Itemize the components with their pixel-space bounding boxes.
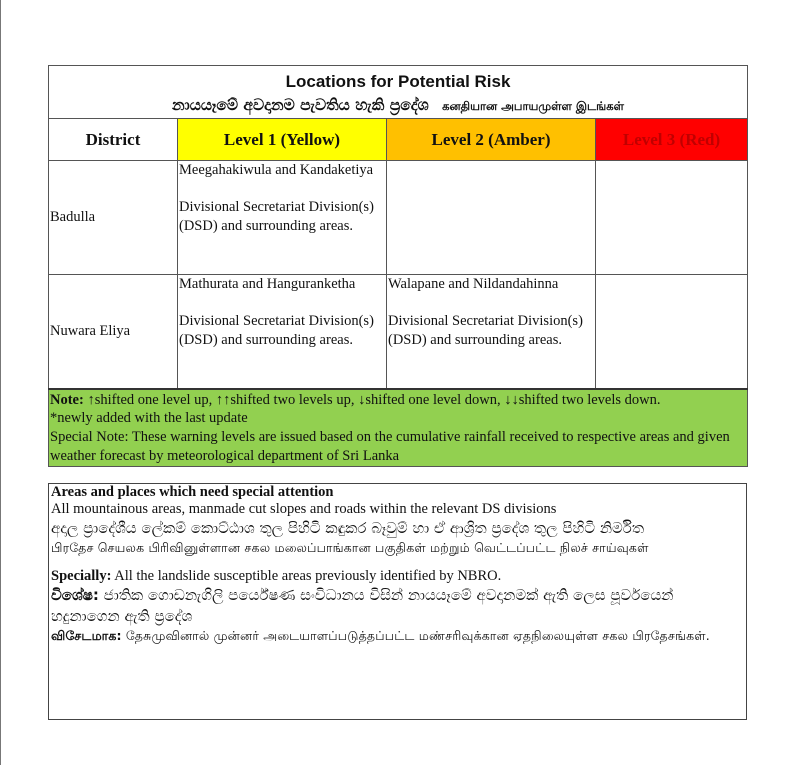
special-sinhala-text: ජාතික ගොඩනැගිලි පර්යේෂණ සංවිධානය විසින් නායයෑමේ අවදානමක් ඇති ලෙස පූර්වයෙන් හදුනාගෙන ඇති ප්‍රදේශ — [51, 586, 674, 625]
table-row — [49, 161, 748, 275]
note-text: ↑shifted one level up, ↑↑shifted two levels up, ↓shifted one level down, ↓↓shifted two levels down. — [83, 391, 661, 408]
legend-note — [49, 389, 748, 467]
level-1-places: Mathurata and Hanguranketha — [179, 276, 356, 292]
level-3-cell — [596, 161, 748, 275]
level-3-cell — [596, 275, 748, 390]
title-local — [49, 93, 747, 118]
special-attention-box — [48, 483, 747, 720]
level-2-places: Walapane and Nildandahinna — [388, 276, 559, 292]
note-new-line: *newly added with the last update — [50, 410, 248, 427]
special-tamil-line — [49, 627, 746, 644]
level-2-description: Divisional Secretariat Division(s) (DSD) and surrounding areas. — [388, 313, 583, 348]
page-edge — [0, 0, 1, 765]
special-sinhala-line — [49, 585, 746, 627]
district-cell: Nuwara Eliya — [49, 275, 178, 390]
title-sinhala: නායයෑමේ අවදානම පැවතිය හැකි ප්‍රදේශ — [172, 95, 429, 114]
specially-label: Specially: — [51, 568, 112, 584]
title-english: Locations for Potential Risk — [285, 71, 511, 91]
header-district: District — [49, 119, 178, 161]
district-cell: Badulla — [49, 161, 178, 275]
attention-english: All mountainous areas, manmade cut slopes and roads within the relevant DS divisions — [51, 501, 557, 517]
special-tamil-text: தேசுமுவினால் முன்னர் அடையாளப்படுத்தப்பட்ட மண்சரிவுக்கான ஏதநிலையுள்ள சகல பிரதேசங்கள். — [121, 628, 710, 643]
attention-sinhala: අදාල ප්‍රාදේශීය ලේකම් කොට්ඨාශ තුල පිහිටි කඳුකර බෑවුම් හා ඒ ආශ්‍රිත ප්‍රදේශ තුල පිහිටි නිර්මිත — [51, 519, 645, 537]
header-level-2-amber: Level 2 (Amber) — [387, 119, 596, 161]
table-row — [49, 275, 748, 390]
note-label: Note: — [50, 391, 84, 408]
header-level-3-red: Level 3 (Red) — [596, 119, 748, 161]
level-2-cell — [387, 275, 596, 390]
special-tamil-label: விசேடமாக: — [51, 628, 122, 643]
level-1-cell — [178, 161, 387, 275]
level-2-cell — [387, 161, 596, 275]
note-line — [50, 391, 746, 410]
specially-text: All the landslide susceptible areas previously identified by NBRO. — [111, 568, 502, 584]
level-1-description: Divisional Secretariat Division(s) (DSD) and surrounding areas. — [179, 313, 374, 348]
level-1-description: Divisional Secretariat Division(s) (DSD) and surrounding areas. — [179, 199, 374, 234]
level-1-cell — [178, 275, 387, 390]
attention-tamil: பிரதேச செயலக பிரிவினுள்ளான சகல மலைப்பாங்கான பகுதிகள் மற்றும் வெட்டப்பட்ட நிலச் சாய்வுகள் — [51, 540, 649, 555]
special-note: Special Note: These warning levels are issued based on the cumulative rainfall received to respective areas and given weather forecast by meteorological department of Sri Lanka — [50, 429, 730, 464]
title-tamil: கனதியான அபாயமுள்ள இடங்கள் — [442, 98, 624, 113]
attention-heading: Areas and places which need special attention — [51, 484, 334, 500]
level-1-places: Meegahakiwula and Kandaketiya — [179, 162, 374, 178]
special-sinhala-label: විශේෂ: — [51, 586, 99, 604]
header-level-1-yellow: Level 1 (Yellow) — [178, 119, 387, 161]
specially-line — [49, 568, 746, 585]
risk-locations-table — [48, 65, 748, 467]
table-title — [49, 66, 748, 119]
